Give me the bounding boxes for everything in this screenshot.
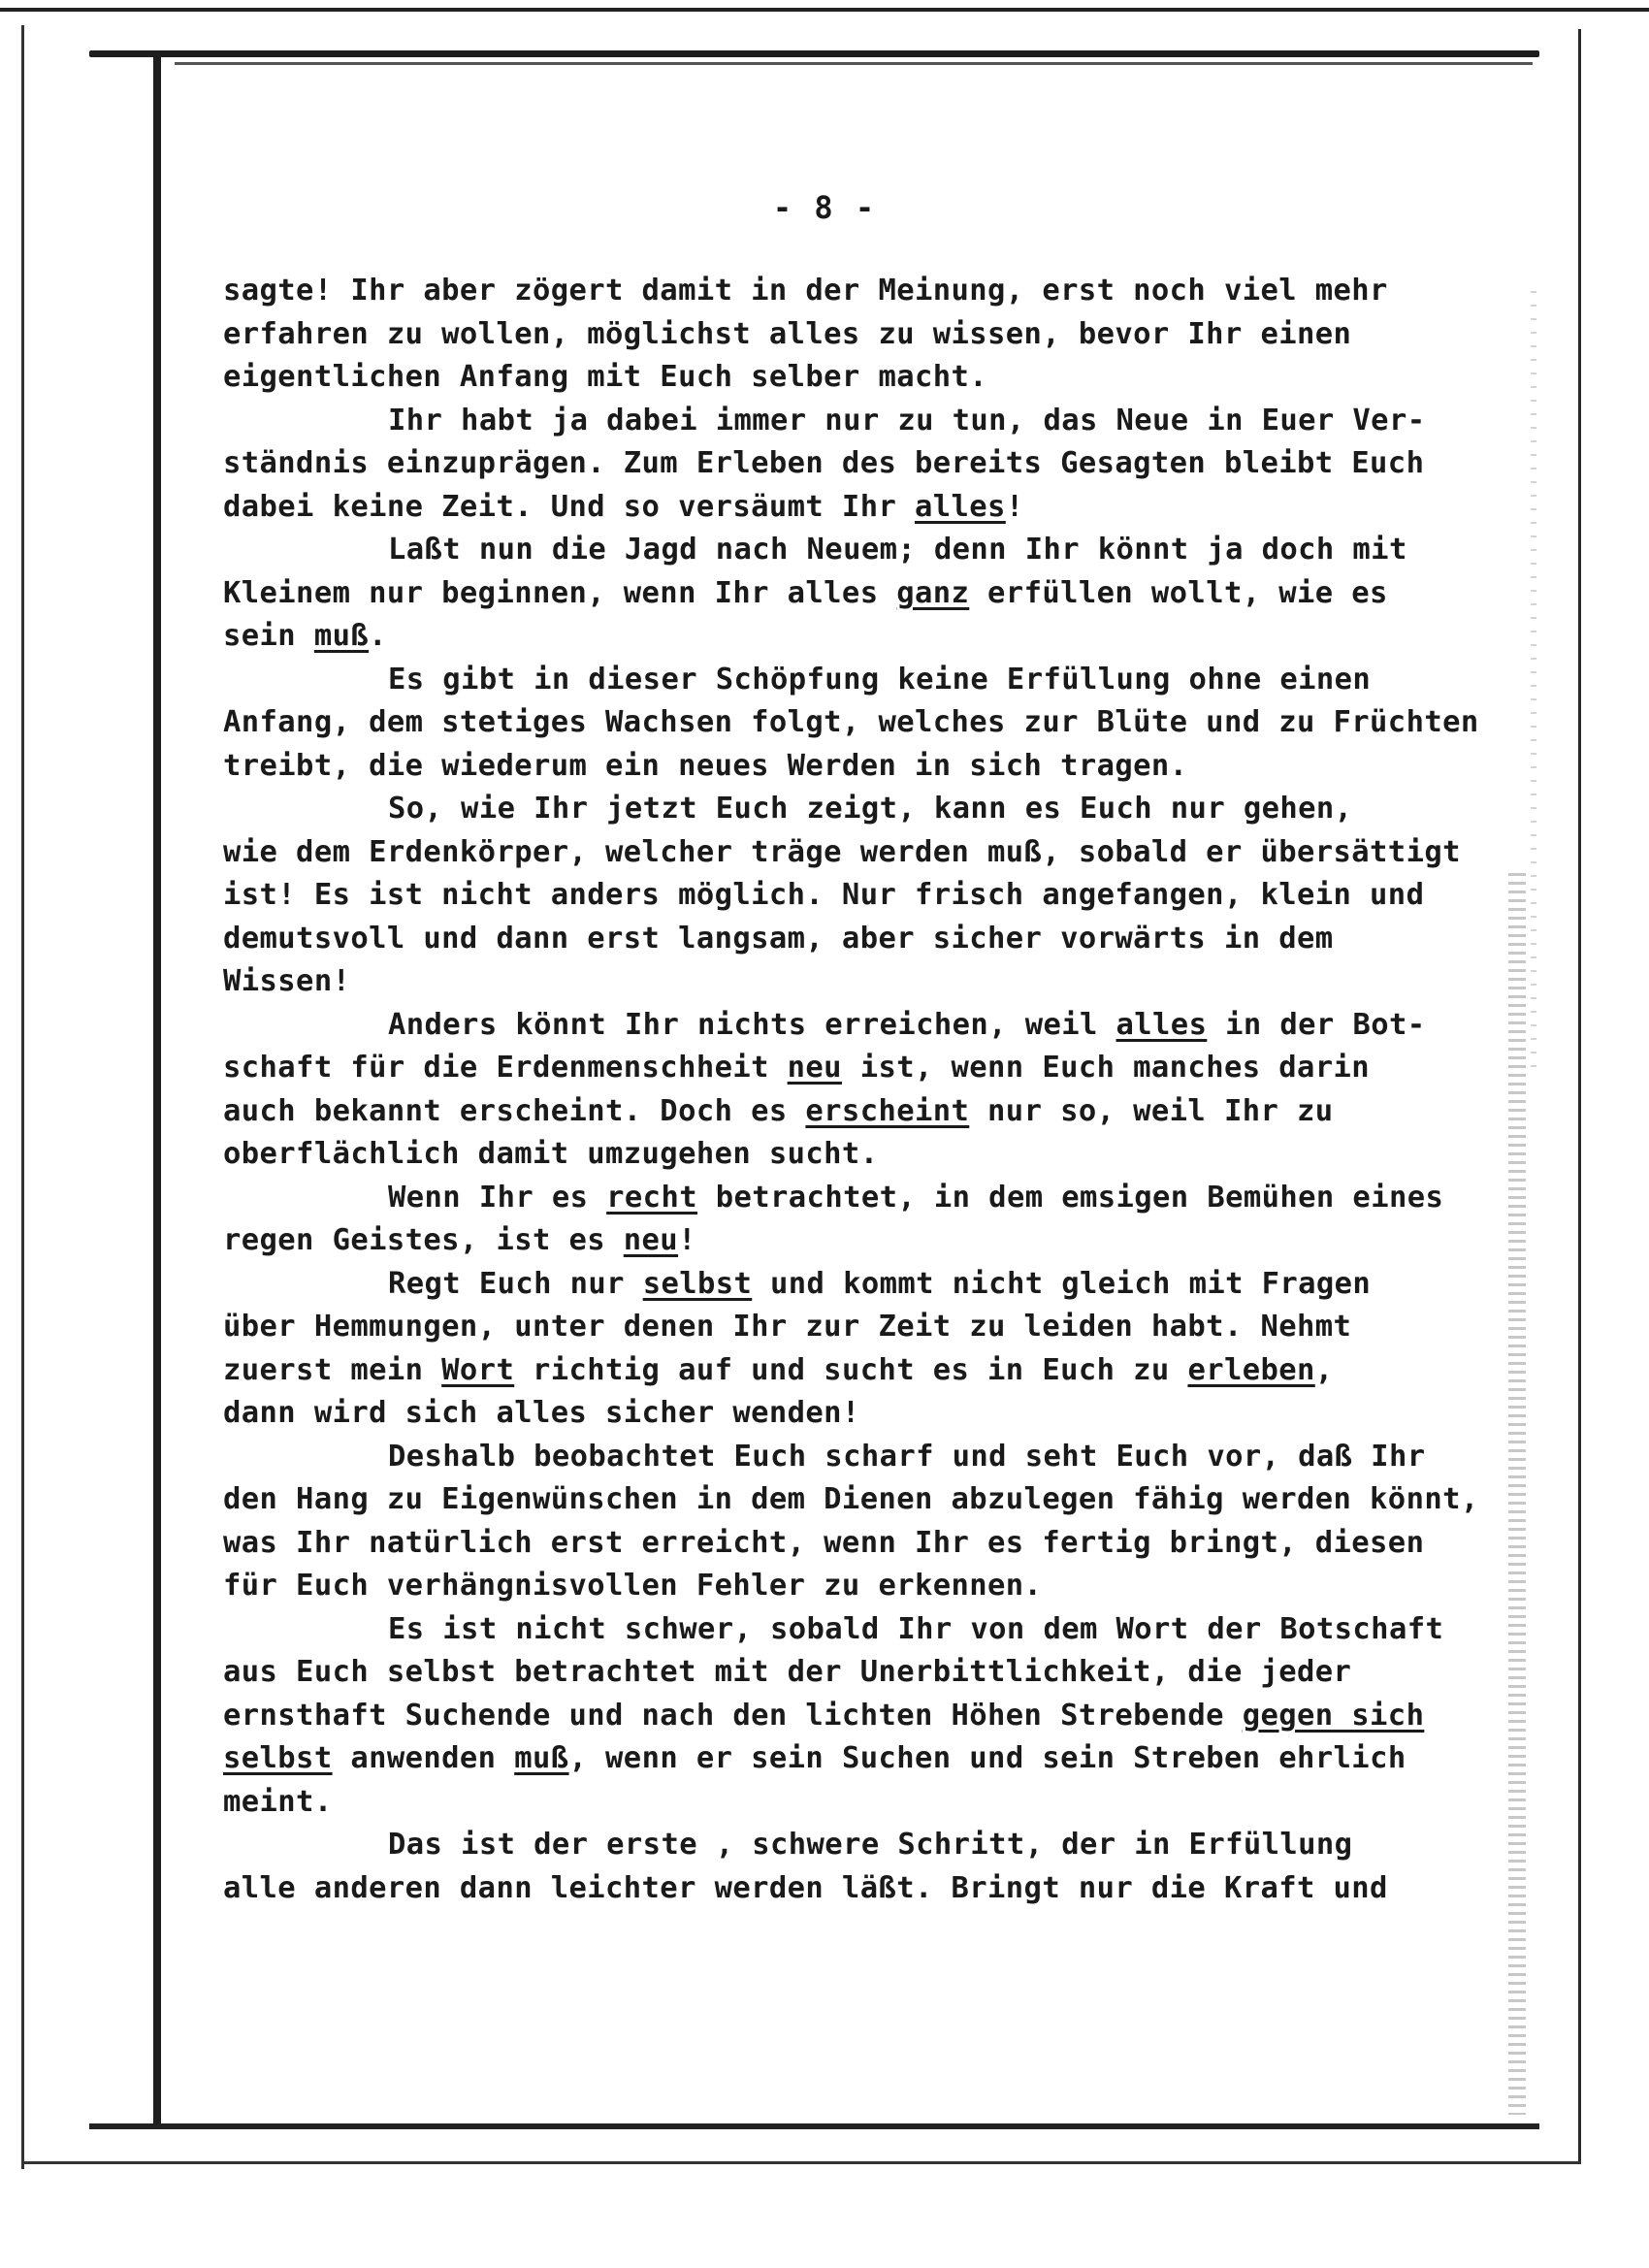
text-line — [223, 1781, 1533, 1825]
text-line — [223, 1263, 1533, 1307]
text-segment: wie dem Erdenkörper, welcher träge werden muß, sobald er übersättigt — [223, 834, 1461, 869]
underlined-word: recht — [606, 1180, 697, 1215]
underlined-word: neu — [787, 1051, 842, 1085]
underlined-word: muß — [514, 1741, 569, 1775]
text-line — [223, 1219, 1533, 1263]
text-line — [223, 1695, 1533, 1738]
text-line — [223, 529, 1533, 572]
text-segment: Es ist nicht schwer, sobald Ihr von dem Wort der Botschaft — [388, 1611, 1444, 1646]
underlined-word: ganz — [896, 575, 970, 610]
text-line — [223, 701, 1533, 745]
text-segment: Anders könnt Ihr nichts erreichen, weil — [388, 1007, 1116, 1042]
text-segment: regen Geistes, ist es — [223, 1223, 624, 1257]
text-line — [223, 1824, 1533, 1867]
text-segment: treibt, die wiederum ein neues Werden in sich tragen. — [223, 748, 1188, 783]
text-line — [223, 400, 1533, 443]
text-segment: ! — [678, 1223, 696, 1257]
scan-edge-left — [21, 25, 24, 2169]
text-segment: ernsthaft Suchende und nach den lichten Höhen Strebende — [223, 1698, 1243, 1733]
underlined-word: selbst — [223, 1741, 333, 1775]
text-segment: für Euch verhängnisvollen Fehler zu erkennen. — [223, 1569, 1043, 1603]
text-segment: betrachtet, in dem emsigen Bemühen eines — [696, 1180, 1444, 1215]
text-segment: Das ist der erste , schwere Schritt, der in Erfüllung — [388, 1828, 1353, 1862]
text-segment: erfahren zu wollen, möglichst alles zu wissen, bevor Ihr einen — [223, 316, 1352, 351]
text-segment: Regt Euch nur — [388, 1266, 643, 1301]
text-segment: , wenn er sein Suchen und sein Streben ehrlich — [568, 1741, 1406, 1775]
page-number: - 8 - — [772, 189, 877, 226]
text-segment: demutsvoll und dann erst langsam, aber sicher vorwärts in dem — [223, 921, 1334, 956]
text-segment: Wissen! — [223, 964, 351, 998]
text-segment: zuerst mein — [223, 1352, 442, 1387]
text-segment: Anfang, dem stetiges Wachsen folgt, welches zur Blüte und zu Früchten — [223, 705, 1479, 739]
text-line — [223, 1608, 1533, 1652]
text-segment: Es gibt in dieser Schöpfung keine Erfüllung ohne einen — [388, 662, 1372, 697]
text-segment: So, wie Ihr jetzt Euch zeigt, kann es Euch nur gehen, — [388, 792, 1353, 826]
binder-bar-top-shadow — [175, 62, 1533, 65]
text-line — [223, 788, 1533, 831]
text-line — [223, 1090, 1533, 1134]
text-line — [223, 442, 1533, 486]
underlined-word: alles — [1116, 1007, 1208, 1042]
text-line — [223, 1349, 1533, 1393]
text-segment: sagte! Ihr aber zögert damit in der Meinung, erst noch viel mehr — [223, 274, 1388, 308]
text-segment: auch bekannt erscheint. Doch es — [223, 1093, 806, 1128]
text-line — [223, 960, 1533, 1004]
text-line — [223, 356, 1533, 400]
text-line — [223, 486, 1533, 530]
text-line — [223, 1004, 1533, 1048]
scan-edge-bottom — [21, 2161, 1581, 2164]
text-segment: eigentlichen Anfang mit Euch selber macht. — [223, 360, 988, 394]
text-line — [223, 1565, 1533, 1608]
text-segment: sein — [223, 619, 314, 653]
text-line — [223, 1651, 1533, 1695]
text-line — [223, 659, 1533, 702]
text-segment: ständnis einzuprägen. Zum Erleben des bereits Gesagten bleibt Euch — [223, 446, 1425, 480]
text-line — [223, 1867, 1533, 1911]
underlined-word: neu — [623, 1223, 679, 1257]
binder-bar-top — [89, 50, 1539, 57]
text-line — [223, 1177, 1533, 1220]
text-segment: Kleinem nur beginnen, wenn Ihr alles — [223, 575, 897, 610]
text-segment: richtig auf und sucht es in Euch zu — [514, 1352, 1188, 1387]
scan-edge-right — [1578, 29, 1581, 2163]
text-line — [223, 745, 1533, 789]
underlined-word: alles — [914, 489, 1006, 524]
text-line — [223, 874, 1533, 918]
underlined-word: erleben — [1187, 1352, 1315, 1387]
underlined-word: selbst — [642, 1266, 753, 1301]
text-segment: Ihr habt ja dabei immer nur zu tun, das Neue in Euer Ver- — [388, 403, 1426, 437]
text-line — [223, 1737, 1533, 1781]
text-line — [223, 1306, 1533, 1349]
text-line — [223, 1392, 1533, 1436]
binder-bar-bottom — [89, 2123, 1539, 2129]
text-segment: schaft für die Erdenmenschheit — [223, 1051, 788, 1085]
text-line — [223, 1047, 1533, 1090]
text-segment: meint. — [223, 1784, 333, 1819]
text-segment: ist, wenn Euch manches darin — [841, 1051, 1371, 1085]
text-segment: nur so, weil Ihr zu — [969, 1093, 1334, 1128]
text-segment: und kommt nicht gleich mit Fragen — [752, 1266, 1372, 1301]
underlined-word: Wort — [441, 1352, 515, 1387]
text-line — [223, 1436, 1533, 1479]
underlined-word: gegen sich — [1242, 1698, 1425, 1733]
text-segment: über Hemmungen, unter denen Ihr zur Zeit zu leiden habt. Nehmt — [223, 1310, 1352, 1344]
text-segment: in der Bot- — [1207, 1007, 1426, 1042]
text-line — [223, 1522, 1533, 1566]
text-segment: . — [369, 619, 387, 653]
text-segment: dabei keine Zeit. Und so versäumt Ihr — [223, 489, 915, 524]
text-segment: erfüllen wollt, wie es — [969, 575, 1388, 610]
text-segment: ! — [1005, 489, 1024, 524]
text-segment: aus Euch selbst betrachtet mit der Unerbittlichkeit, die jeder — [223, 1655, 1352, 1689]
text-segment: Wenn Ihr es — [388, 1180, 607, 1215]
text-line — [223, 1133, 1533, 1177]
text-segment: anwenden — [332, 1741, 515, 1775]
text-line — [223, 270, 1533, 313]
text-line — [223, 572, 1533, 616]
text-line — [223, 615, 1533, 659]
text-segment: Laßt nun die Jagd nach Neuem; denn Ihr könnt ja doch mit — [388, 533, 1407, 567]
text-line — [223, 918, 1533, 961]
text-line — [223, 313, 1533, 357]
text-segment: , — [1314, 1352, 1334, 1387]
binder-bar-left — [153, 50, 161, 2126]
scan-edge-top — [0, 8, 1649, 12]
text-segment: oberflächlich damit umzugehen sucht. — [223, 1137, 879, 1171]
underlined-word: erscheint — [805, 1093, 970, 1128]
underlined-word: muß — [313, 619, 370, 653]
text-segment: Deshalb beobachtet Euch scharf und seht Euch vor, daß Ihr — [388, 1439, 1426, 1474]
text-segment: alle anderen dann leichter werden läßt. Bringt nur die Kraft und — [223, 1870, 1388, 1905]
text-segment: ist! Es ist nicht anders möglich. Nur frisch angefangen, klein und — [223, 878, 1425, 912]
text-segment: den Hang zu Eigenwünschen in dem Dienen abzulegen fähig werden könnt, — [223, 1482, 1479, 1516]
text-segment: dann wird sich alles sicher wenden! — [223, 1396, 860, 1430]
text-segment: was Ihr natürlich erst erreicht, wenn Ihr es fertig bringt, diesen — [223, 1525, 1425, 1560]
text-line — [223, 831, 1533, 875]
text-line — [223, 1478, 1533, 1522]
typewritten-text — [223, 270, 1533, 1910]
